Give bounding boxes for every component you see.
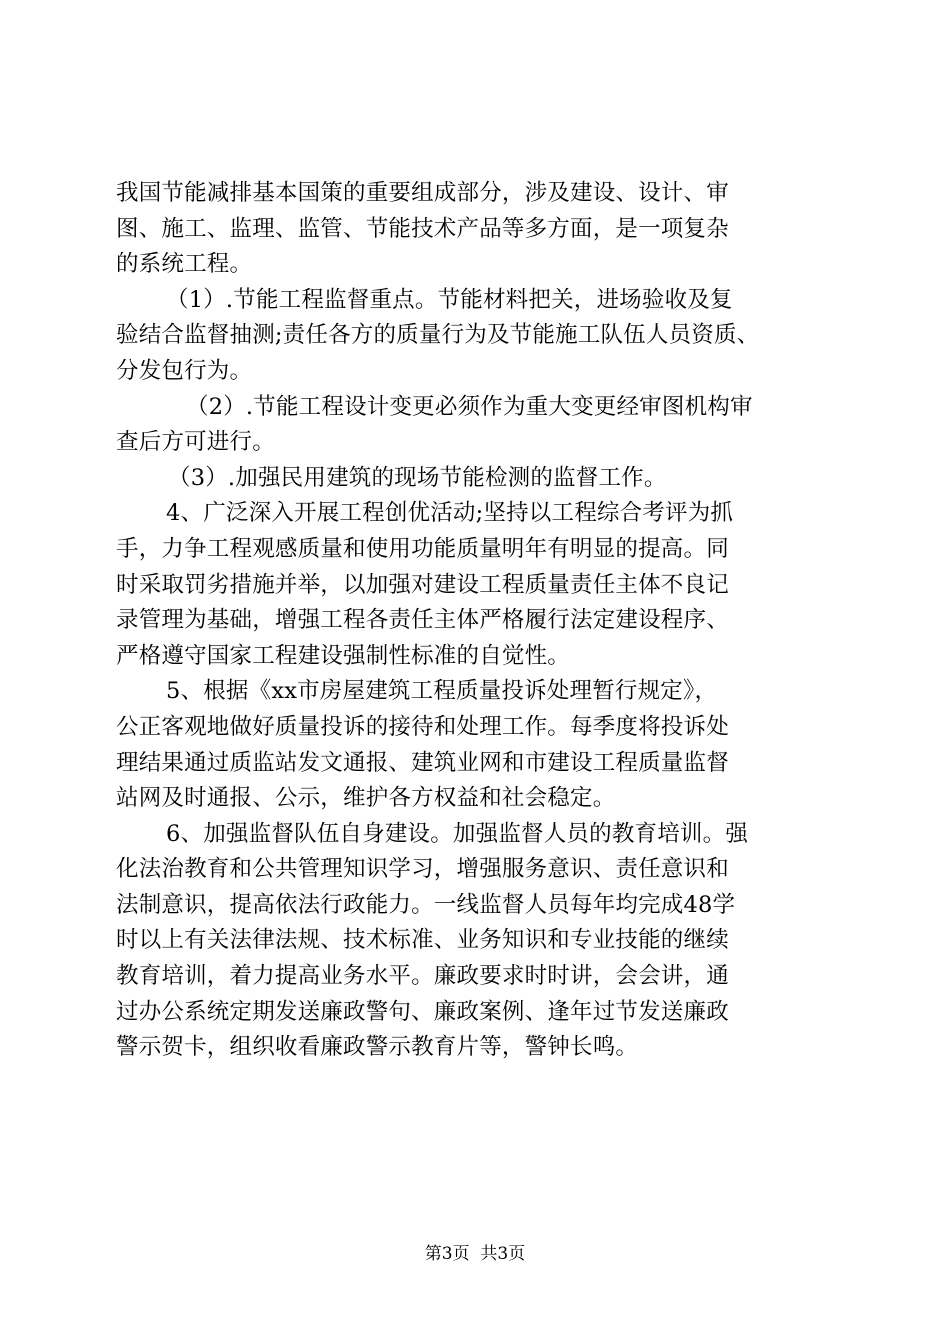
text-line: 图、施工、监理、监管、节能技术产品等多方面，是一项复杂 [116,215,729,242]
text-line: 时采取罚劣措施并举，以加强对建设工程质量责任主体不良记 [116,571,729,598]
text-line: 严格遵守国家工程建设强制性标准的自觉性。 [116,642,571,669]
text-line: 我国节能减排基本国策的重要组成部分，涉及建设、设计、审 [116,180,729,206]
text-line: 公正客观地做好质量投诉的接待和处理工作。每季度将投诉处 [116,713,729,740]
text-line: 4、广泛深入开展工程创优活动;坚持以工程综合考评为抓 [166,500,734,527]
text-line: 验结合监督抽测;责任各方的质量行为及节能施工队伍人员资质、 [116,322,760,349]
text-line: 教育培训，着力提高业务水平。廉政要求时时讲，会会讲，通 [116,963,729,990]
text-line: 5、根据《xx市房屋建筑工程质量投诉处理暂行规定》， [166,678,718,705]
text-line: （1）.节能工程监督重点。节能材料把关，进场验收及复 [166,286,733,313]
text-line: 手，力争工程观感质量和使用功能质量明年有明显的提高。同 [116,535,729,562]
text-line: 警示贺卡，组织收看廉政警示教育片等，警钟长鸣。 [116,1034,639,1061]
text-line: 站网及时通报、公示，维护各方权益和社会稳定。 [116,785,616,812]
text-line: 化法治教育和公共管理知识学习，增强服务意识、责任意识和 [116,856,729,883]
text-line: 分发包行为。 [116,357,253,384]
text-line: 查后方可进行。 [116,429,275,456]
text-line: 的系统工程。 [116,251,253,278]
text-line: 理结果通过质监站发文通报、建筑业网和市建设工程质量监督 [116,749,729,776]
text-line: 6、加强监督队伍自身建设。加强监督人员的教育培训。强 [166,820,749,847]
text-line: 时以上有关法律法规、技术标准、业务知识和专业技能的继续 [116,927,729,954]
document-body [116,176,836,1066]
text-line: 法制意识，提高依法行政能力。一线监督人员每年均完成48学 [116,891,736,918]
text-line: （3）.加强民用建筑的现场节能检测的监督工作。 [168,464,667,491]
text-line: 过办公系统定期发送廉政警句、廉政案例、逢年过节发送廉政 [116,998,729,1025]
page-number-label: 第3页 共3页 [424,1244,526,1264]
text-line: 录管理为基础，增强工程各责任主体严格履行法定建设程序、 [116,607,729,634]
text-line: （2）.节能工程设计变更必须作为重大变更经审图机构审 [186,393,753,420]
page-footer [0,1244,950,1264]
